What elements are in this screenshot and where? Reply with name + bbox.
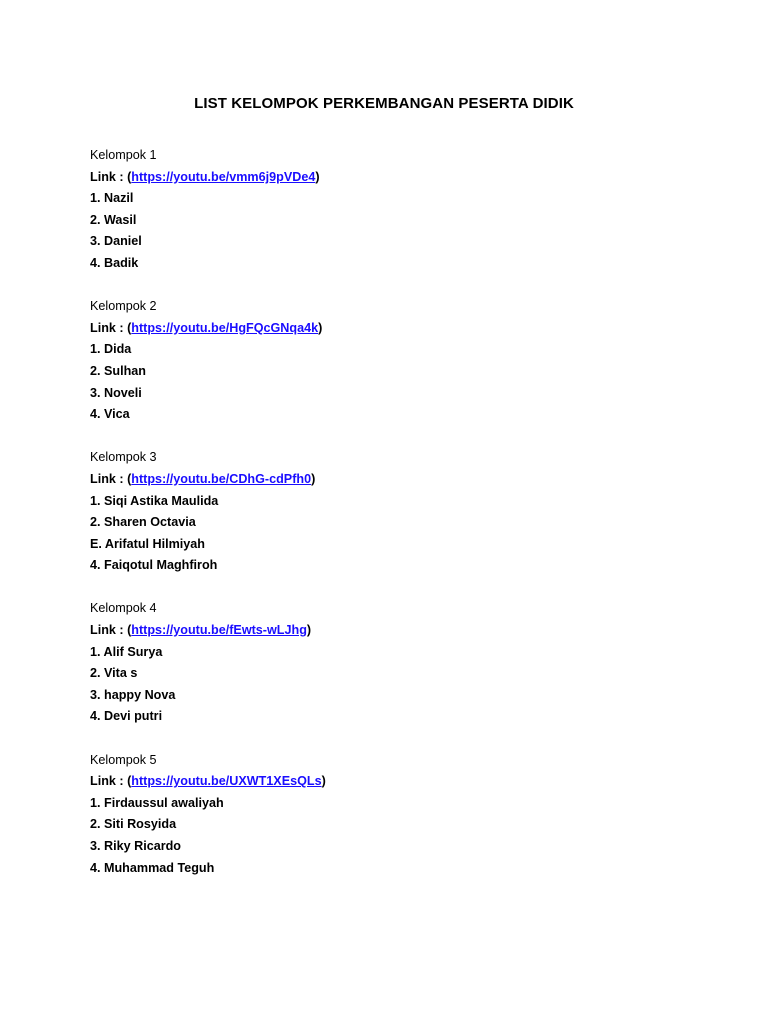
group-block: [90, 598, 690, 728]
link-prefix: Link : (: [90, 471, 132, 486]
link-suffix: ): [321, 774, 326, 789]
member-item: 1. Alif Surya: [90, 644, 163, 659]
member-item: 2. Siti Rosyida: [90, 817, 177, 832]
member-item: E. Arifatul Hilmiyah: [90, 536, 205, 551]
member-item: 4. Badik: [90, 255, 139, 270]
member-item: 4. Faiqotul Maghfiroh: [90, 558, 218, 573]
member-item: 1. Nazil: [90, 191, 134, 206]
member-item: 1. Firdaussul awaliyah: [90, 795, 224, 810]
video-link[interactable]: https://youtu.be/UXWT1XEsQLs: [131, 774, 322, 789]
group-link-line: [90, 167, 690, 189]
member-item: 3. Riky Ricardo: [90, 839, 181, 853]
group-title: Kelompok 2: [90, 299, 157, 314]
member-item: 2. Wasil: [90, 212, 137, 227]
group-block: [90, 447, 690, 577]
member-item: 3. Noveli: [90, 385, 142, 400]
member-item: 3. Daniel: [90, 234, 142, 249]
member-item: 4. Devi putri: [90, 709, 163, 724]
member-item: 2. Vita s: [90, 666, 138, 681]
group-block: [90, 296, 690, 426]
group-link-line: [90, 620, 690, 642]
video-link[interactable]: https://youtu.be/HgFQcGNqa4k: [131, 320, 319, 335]
member-item: 1. Siqi Astika Maulida: [90, 493, 219, 508]
link-suffix: ): [318, 320, 323, 335]
member-item: 2. Sharen Octavia: [90, 515, 196, 530]
group-link-line: [90, 469, 690, 491]
link-suffix: ): [315, 169, 320, 184]
member-item: 2. Sulhan: [90, 363, 146, 378]
group-title: Kelompok 5: [90, 752, 157, 767]
link-prefix: Link : (: [90, 320, 132, 335]
link-prefix: Link : (: [90, 169, 132, 184]
group-title: Kelompok 4: [90, 601, 157, 616]
member-item: 1. Dida: [90, 342, 132, 357]
link-prefix: Link : (: [90, 623, 132, 638]
group-link-line: [90, 318, 690, 340]
group-list: [90, 145, 690, 901]
member-item: 4. Muhammad Teguh: [90, 860, 215, 875]
group-title: Kelompok 3: [90, 450, 157, 465]
member-item: 3. happy Nova: [90, 687, 176, 702]
document-title: LIST KELOMPOK PERKEMBANGAN PESERTA DIDIK: [194, 95, 574, 112]
group-title: Kelompok 1: [90, 148, 157, 162]
group-block: [90, 145, 690, 275]
video-link[interactable]: https://youtu.be/fEwts-wLJhg: [131, 623, 307, 638]
link-prefix: Link : (: [90, 774, 132, 789]
member-item: 4. Vica: [90, 407, 130, 422]
video-link[interactable]: https://youtu.be/CDhG-cdPfh0: [131, 471, 312, 486]
video-link[interactable]: https://youtu.be/vmm6j9pVDe4: [131, 169, 316, 184]
group-link-line: [90, 771, 690, 793]
link-suffix: ): [311, 471, 316, 486]
link-suffix: ): [306, 623, 312, 638]
group-block: [90, 750, 690, 880]
